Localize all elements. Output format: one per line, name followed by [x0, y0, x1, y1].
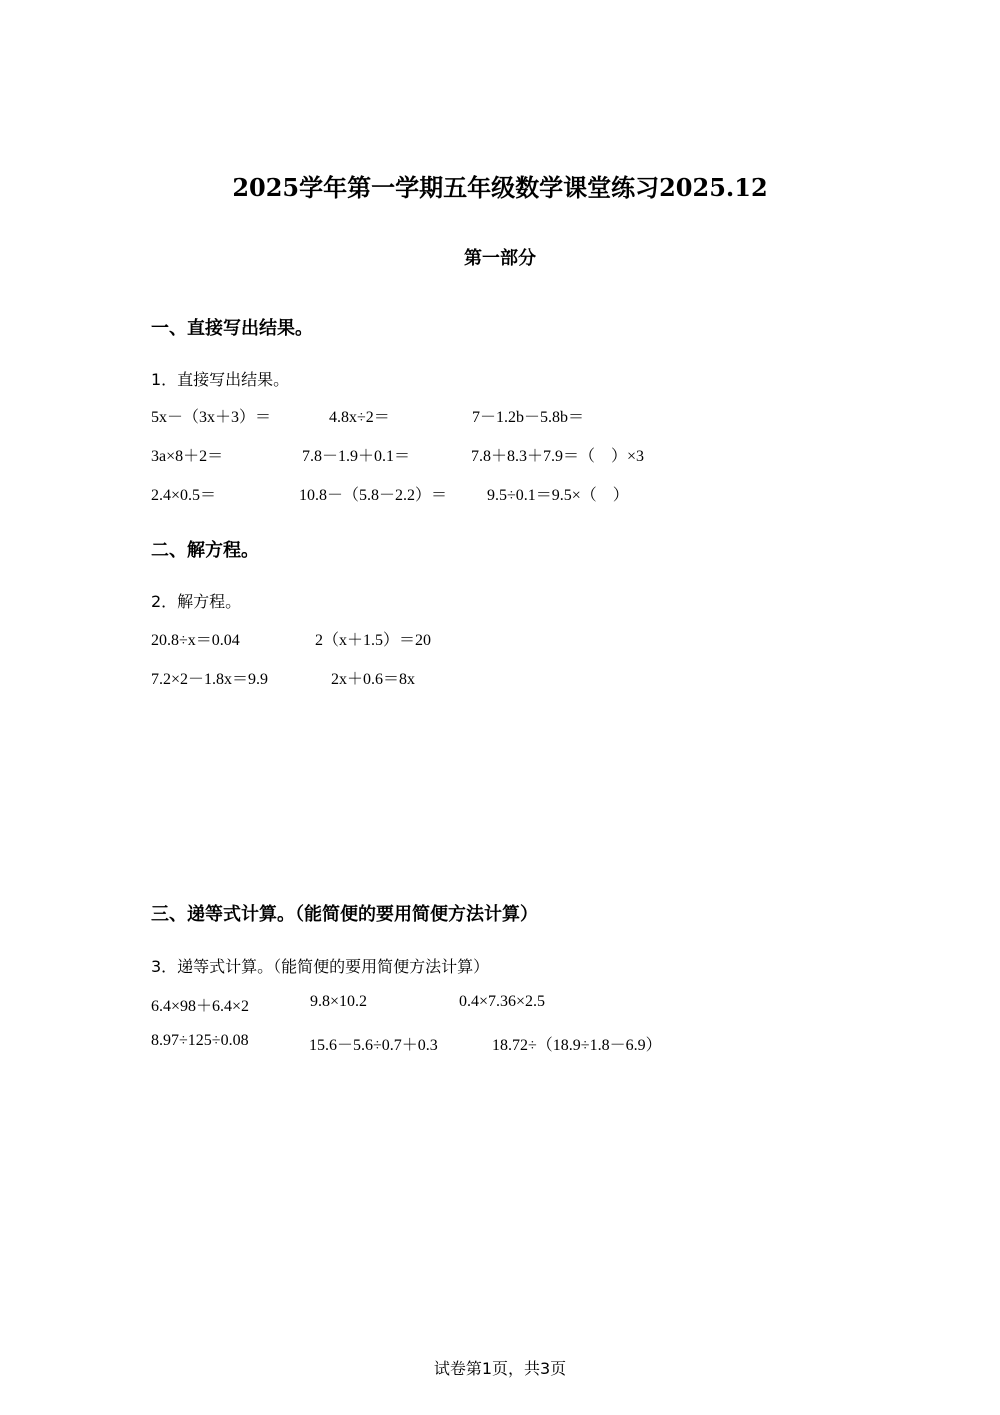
calc-6: 18.72÷（18.9÷1.8－6.9）: [492, 1037, 662, 1054]
question-1-title: 1．直接写出结果。: [151, 370, 290, 389]
expr-1-3-1: 2.4×0.5＝: [151, 487, 217, 504]
question-2-title: 2．解方程。: [151, 592, 242, 611]
part-heading: 第一部分: [464, 248, 536, 269]
expr-1-3-3: 9.5÷0.1＝9.5×（ ）: [487, 487, 629, 504]
calc-4: 8.97÷125÷0.08: [151, 1032, 249, 1049]
equation-2: 2（x＋1.5）＝20: [315, 632, 432, 649]
page-footer: 试卷第1页，共3页: [433, 1359, 567, 1378]
calc-5: 15.6－5.6÷0.7＋0.3: [309, 1037, 438, 1054]
equation-4: 2x＋0.6＝8x: [331, 671, 416, 688]
section-2-heading: 二、解方程。: [151, 540, 259, 561]
expr-1-3-2: 10.8－（5.8－2.2）＝: [299, 487, 448, 504]
expr-1-2-2: 7.8－1.9＋0.1＝: [302, 448, 411, 465]
expr-1-2-3: 7.8＋8.3＋7.9＝（ ）×3: [471, 448, 645, 465]
equation-1: 20.8÷x＝0.04: [151, 632, 240, 649]
question-3-title: 3．递等式计算。（能简便的要用简便方法计算）: [151, 957, 490, 976]
expr-1-1-2: 4.8x÷2＝: [329, 409, 390, 426]
equation-3: 7.2×2－1.8x＝9.9: [151, 671, 269, 688]
calc-3: 0.4×7.36×2.5: [459, 993, 546, 1010]
calc-2: 9.8×10.2: [310, 993, 368, 1010]
expr-1-2-1: 3a×8＋2＝: [151, 448, 224, 465]
expr-1-1-1: 5x－（3x＋3）＝: [151, 409, 272, 426]
page-title: 2025学年第一学期五年级数学课堂练习2025.12: [232, 173, 768, 202]
section-3-heading: 三、递等式计算。（能简便的要用简便方法计算）: [151, 904, 538, 925]
section-1-heading: 一、直接写出结果。: [151, 318, 313, 339]
calc-1: 6.4×98＋6.4×2: [151, 998, 250, 1015]
expr-1-1-3: 7－1.2b－5.8b＝: [472, 409, 585, 426]
